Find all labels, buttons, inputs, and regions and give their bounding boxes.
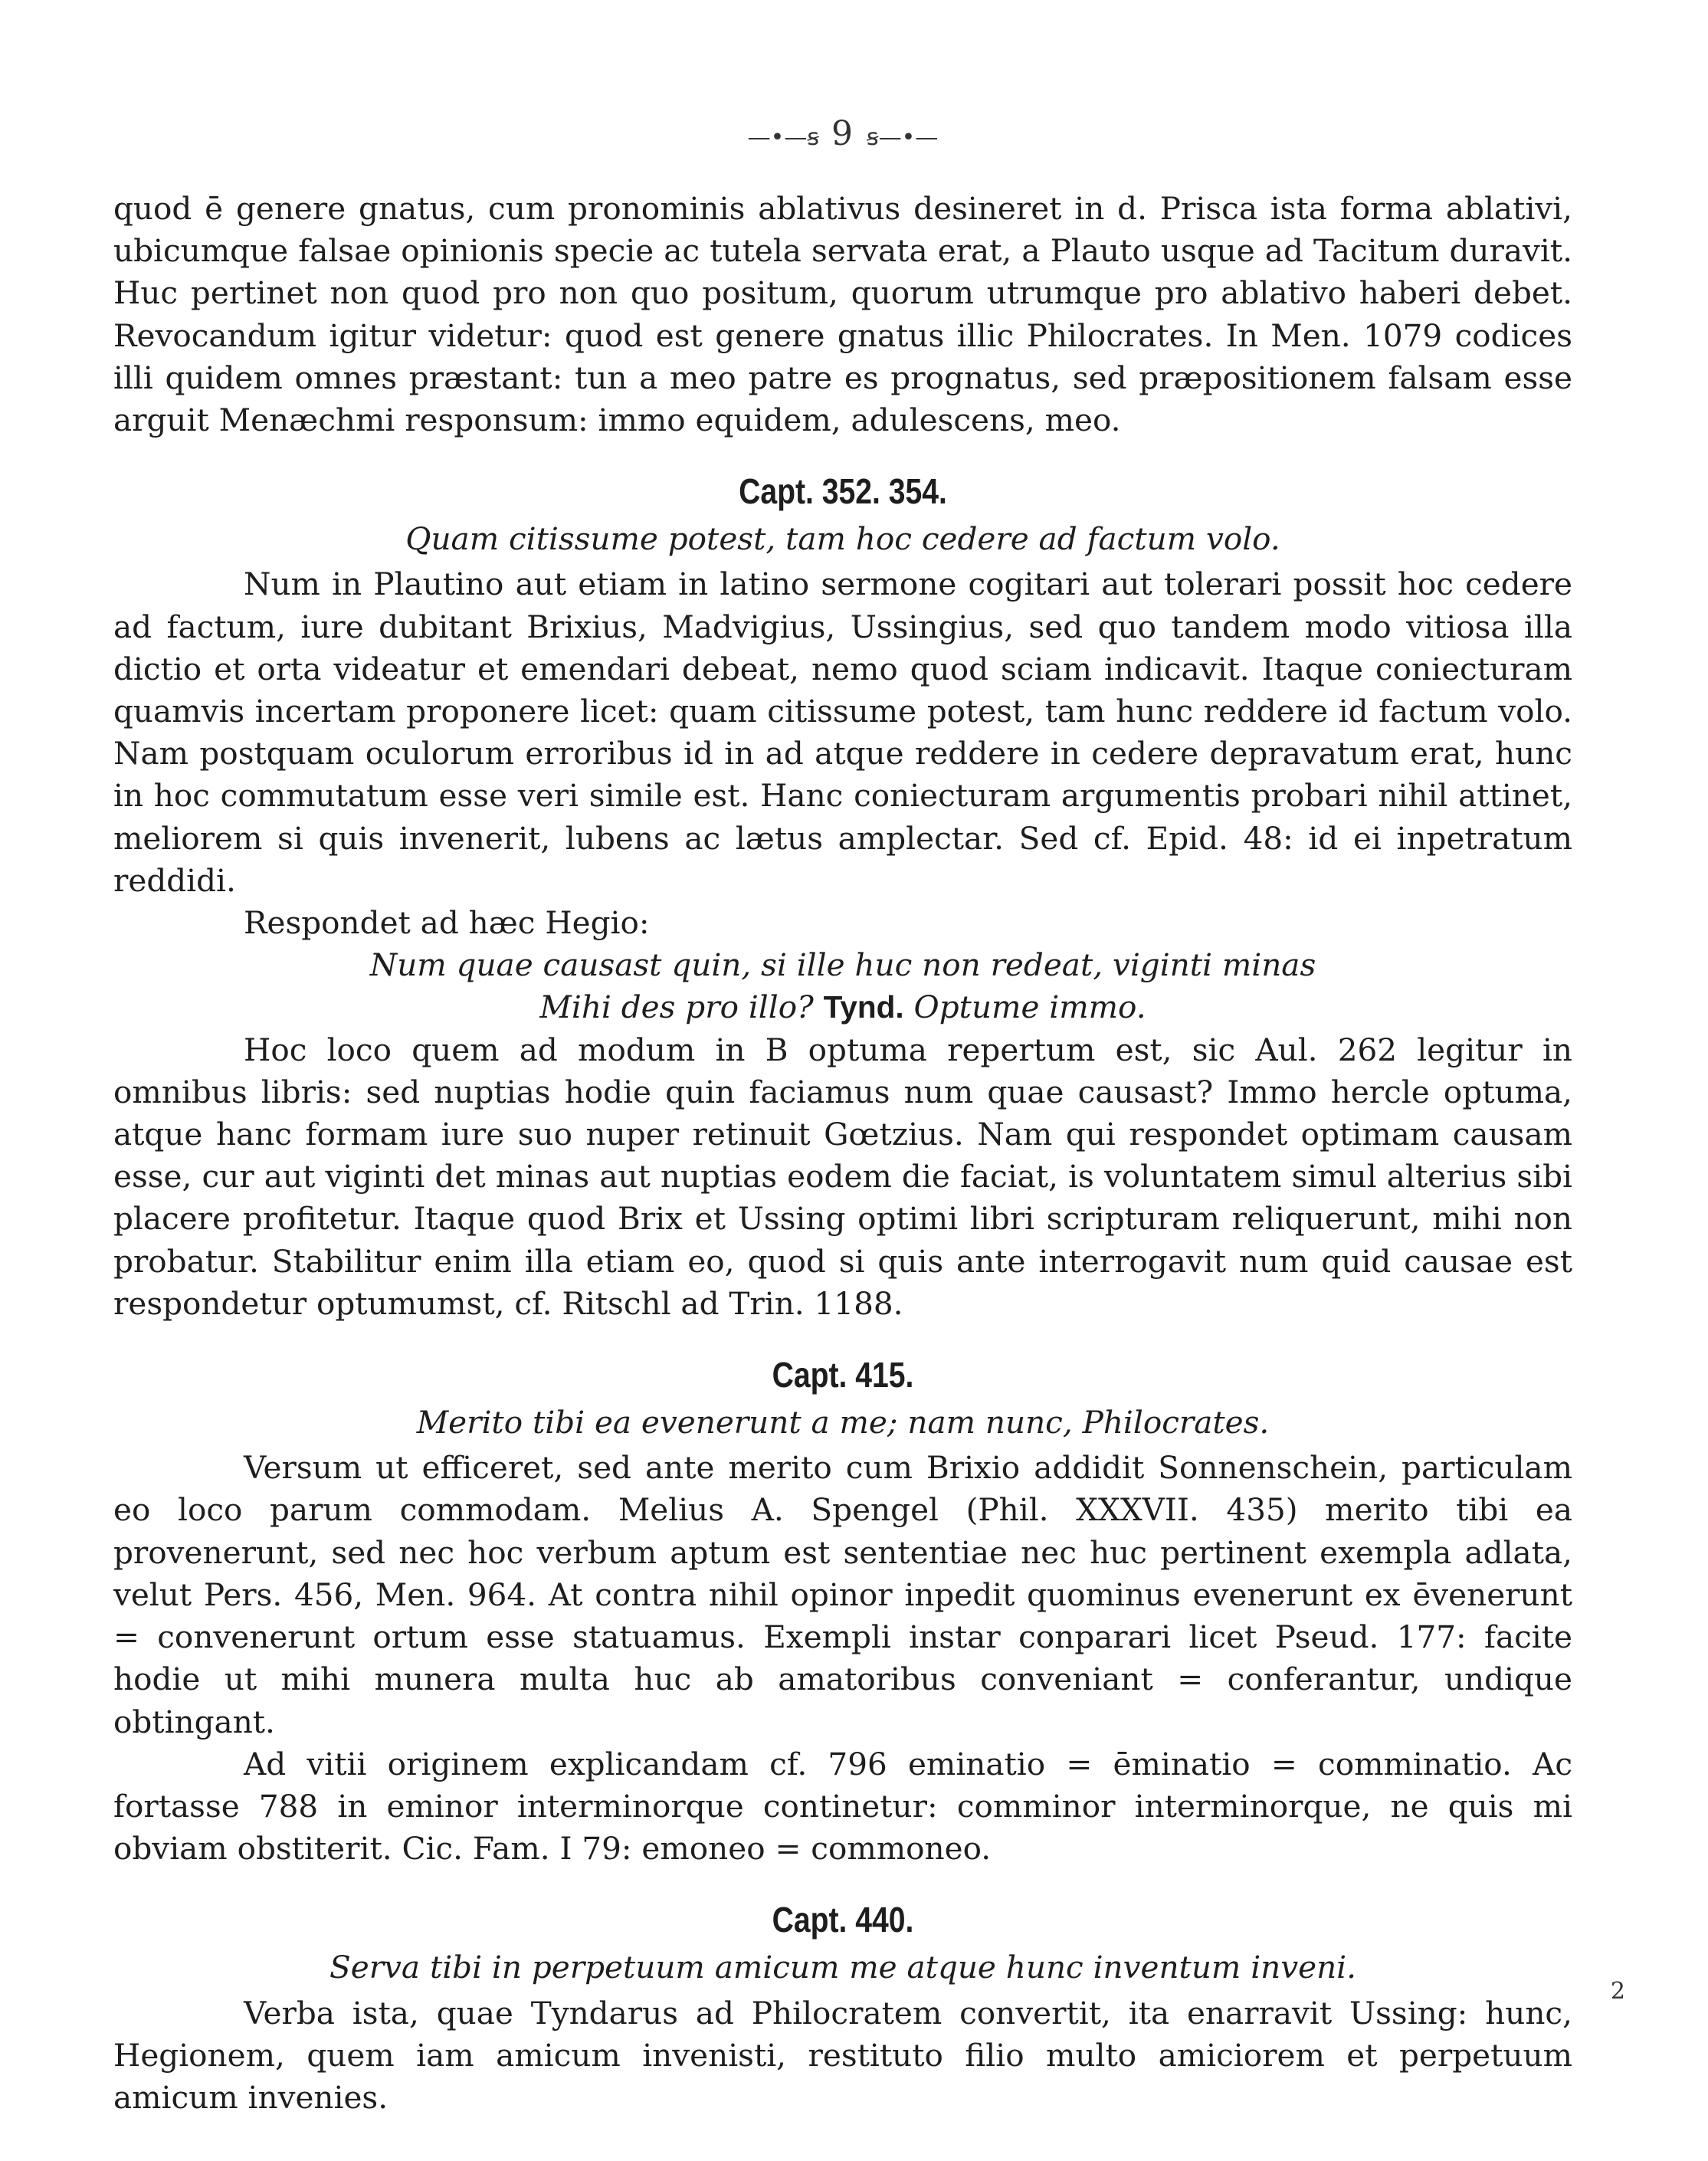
paragraph-capt-415-2: Ad vitii originem explicandam cf. 796 eminatio = ēminatio = comminatio. Ac fortasse 788 in eminor interminorque continetur: comminor interminorque, ne quis mi obviam obstiterit. Cic. Fam. I 79: emoneo = commoneo. <box>113 1745 1572 1868</box>
section-lemma-capt-440: Serva tibi in perpetuum amicum me atque hunc inventum inveni. <box>329 1949 1356 1986</box>
signature-mark: 2 <box>1610 1978 1625 2005</box>
page-number: 9 <box>831 114 854 153</box>
page-header <box>113 115 1572 157</box>
section-title-capt-352: Capt. 352. 354. <box>739 471 947 512</box>
section-lemma-capt-352: Quam citissume potest, tam hoc cedere ad factum volo. <box>405 520 1280 558</box>
verse-quote-line-2 <box>113 986 1572 1028</box>
page <box>113 115 1572 2119</box>
verse-quote-line-2-start: Mihi des pro illo? <box>539 989 814 1026</box>
paragraph-capt-352-2: Respondet ad hæc Hegio: <box>244 904 650 942</box>
paragraph-capt-415-1: Versum ut efficeret, sed ante merito cum Brixio addidit Sonnenschein, particulam eo loco parum commodam. Melius A. Spengel (Phil. XXXVII. 435) merito tibi ea provenerunt, sed nec hoc verbum aptum est sententiae nec huc pertinent exempla adlata, velut Pers. 456, Men. 964. At contra nihil opinor inpedit quominus evenerunt ex ēvenerunt = convenerunt ortum esse statuamus. Exempli instar conparari licet Pseud. 177: facite hodie ut mihi munera multa huc ab amatoribus conveniant = conferantur, undique obtingant. <box>113 1449 1572 1740</box>
verse-quote-line-2-end: Optume immo. <box>913 989 1146 1026</box>
section-lemma-capt-415: Merito tibi ea evenerunt a me; nam nunc, Philocrates. <box>416 1404 1270 1441</box>
section-title-capt-415: Capt. 415. <box>772 1355 914 1395</box>
verse-quote-line-1: Num quae causast quin, si ille huc non redeat, viginti minas <box>369 946 1316 984</box>
paragraph-capt-352-3: Hoc loco quem ad modum in B optuma repertum est, sic Aul. 262 legitur in omnibus libris: sed nuptias hodie quin faciamus num quae causast? Immo hercle optuma, atque hanc formam iure suo nuper retinuit Gœtzius. Nam qui respondet optimam causam esse, cur aut viginti det minas aut nuptias eodem die faciat, is voluntatem simul alterius sibi placere profitetur. Itaque quod Brix et Ussing optimi libri scripturam reliquerunt, mihi non probatur. Stabilitur enim illa etiam eo, quod si quis ante interrogavit num quid causae est respondetur optumumst, cf. Ritschl ad Trin. 1188. <box>113 1031 1572 1322</box>
ornament-right: ꞩ—•— <box>867 124 939 151</box>
paragraph-capt-440-1: Verba ista, quae Tyndarus ad Philocratem convertit, ita enarravit Ussing: hunc, Hegionem, quem iam amicum invenisti, restituto filio multo amiciorem et perpetuum amicum invenies. <box>113 1994 1572 2116</box>
intro-paragraph: quod ē genere gnatus, cum pronominis ablativus desineret in d. Prisca ista forma ablativi, ubicumque falsae opinionis specie ac tutela servata erat, a Plauto usque ad Tacitum duravit. Huc pertinet non quod pro non quo positum, quorum utrumque pro ablativo haberi debet. Revocandum igitur videtur: quod est genere gnatus illic Philocrates. In Men. 1079 codices illi quidem omnes præstant: tun a meo patre es prognatus, sed præpositionem falsam esse arguit Menæchmi responsum: immo equidem, adulescens, meo. <box>113 190 1572 439</box>
speaker-name: Tynd. <box>823 989 904 1025</box>
section-title-capt-440: Capt. 440. <box>772 1900 914 1940</box>
paragraph-capt-352-1: Num in Plautino aut etiam in latino sermone cogitari aut tolerari possit hoc cedere ad factum, iure dubitant Brixius, Madvigius, Ussingius, sed quo tandem modo vitiosa illa dictio et orta videatur et emendari debeat, nemo quod sciam indicavit. Itaque coniecturam quamvis incertam proponere licet: quam citissume potest, tam hunc reddere id factum volo. Nam postquam oculorum erroribus id in ad atque reddere in cedere depravatum erat, hunc in hoc commutatum esse veri simile est. Hanc coniecturam argumentis probari nihil attinet, meliorem si quis invenerit, lubens ac lætus amplectar. Sed cf. Epid. 48: id ei inpetratum reddidi. <box>113 566 1572 899</box>
ornament-left: —•—ꞩ <box>747 124 819 151</box>
